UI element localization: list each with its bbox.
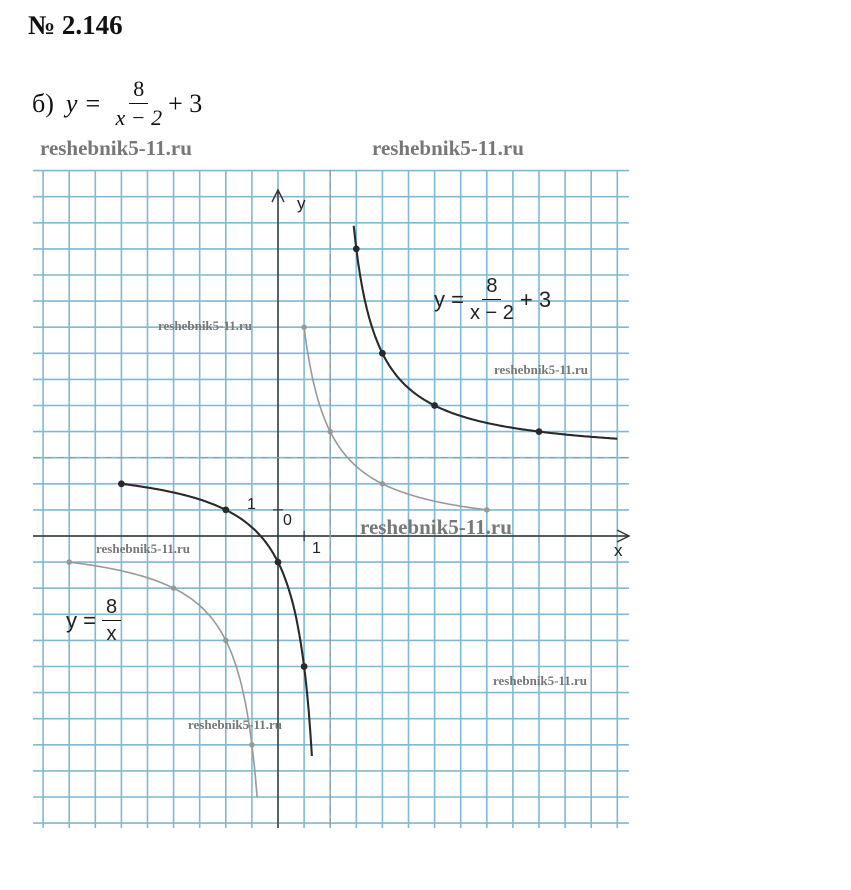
main-curve-point (118, 480, 125, 487)
main-curve-point (536, 428, 543, 435)
origin-label: 0 (283, 512, 292, 529)
base-label-fraction (102, 597, 121, 644)
base-curve-point (380, 481, 386, 487)
main-function-label (434, 276, 551, 323)
main-label-lhs: y = (434, 286, 464, 312)
formula-tail: + 3 (168, 88, 203, 118)
base-curve-point (249, 742, 255, 748)
main-curve-point (222, 507, 229, 514)
main-curve-point (353, 246, 360, 253)
formula-lhs: y = (65, 88, 102, 118)
y-unit-label: 1 (247, 496, 256, 513)
part-label: б) (32, 88, 54, 118)
watermark: reshebnik5-11.ru (494, 362, 589, 377)
base-label-denominator: x (106, 623, 117, 645)
watermark: reshebnik5-11.ru (493, 673, 588, 688)
watermark: reshebnik5-11.ru (40, 136, 192, 160)
base-curve-point (223, 638, 229, 644)
watermark: reshebnik5-11.ru (158, 318, 253, 333)
task-number: № 2.146 (28, 10, 123, 40)
base-curve-point (484, 507, 490, 513)
x-axis-label: x (614, 541, 623, 560)
main-curve-point (379, 350, 386, 357)
main-label-fraction (470, 276, 514, 323)
base-curve-point (66, 559, 72, 565)
base-curve-point (327, 429, 333, 435)
base-curve-branch (304, 327, 487, 510)
base-curve-point (171, 585, 177, 591)
y-axis-label: y (297, 194, 306, 213)
main-curve-point (275, 559, 282, 566)
base-label-numerator: 8 (102, 597, 121, 621)
watermark: reshebnik5-11.ru (188, 717, 283, 732)
base-curve-point (301, 324, 307, 330)
formula-denominator: x − 2 (115, 105, 163, 130)
formula-numerator: 8 (129, 78, 148, 104)
base-label-lhs: y = (66, 607, 96, 633)
main-label-tail: + 3 (519, 286, 552, 312)
main-label-numerator: 8 (482, 276, 501, 300)
watermark: reshebnik5-11.ru (96, 541, 191, 556)
main-curve-branch (354, 226, 618, 439)
x-unit-label: 1 (312, 540, 321, 557)
watermark: reshebnik5-11.ru (360, 515, 512, 539)
main-label-denominator: x − 2 (469, 302, 514, 324)
watermark: reshebnik5-11.ru (372, 136, 524, 160)
base-function-label (66, 597, 127, 644)
main-curve-point (301, 663, 308, 670)
main-curve-point (431, 402, 438, 409)
